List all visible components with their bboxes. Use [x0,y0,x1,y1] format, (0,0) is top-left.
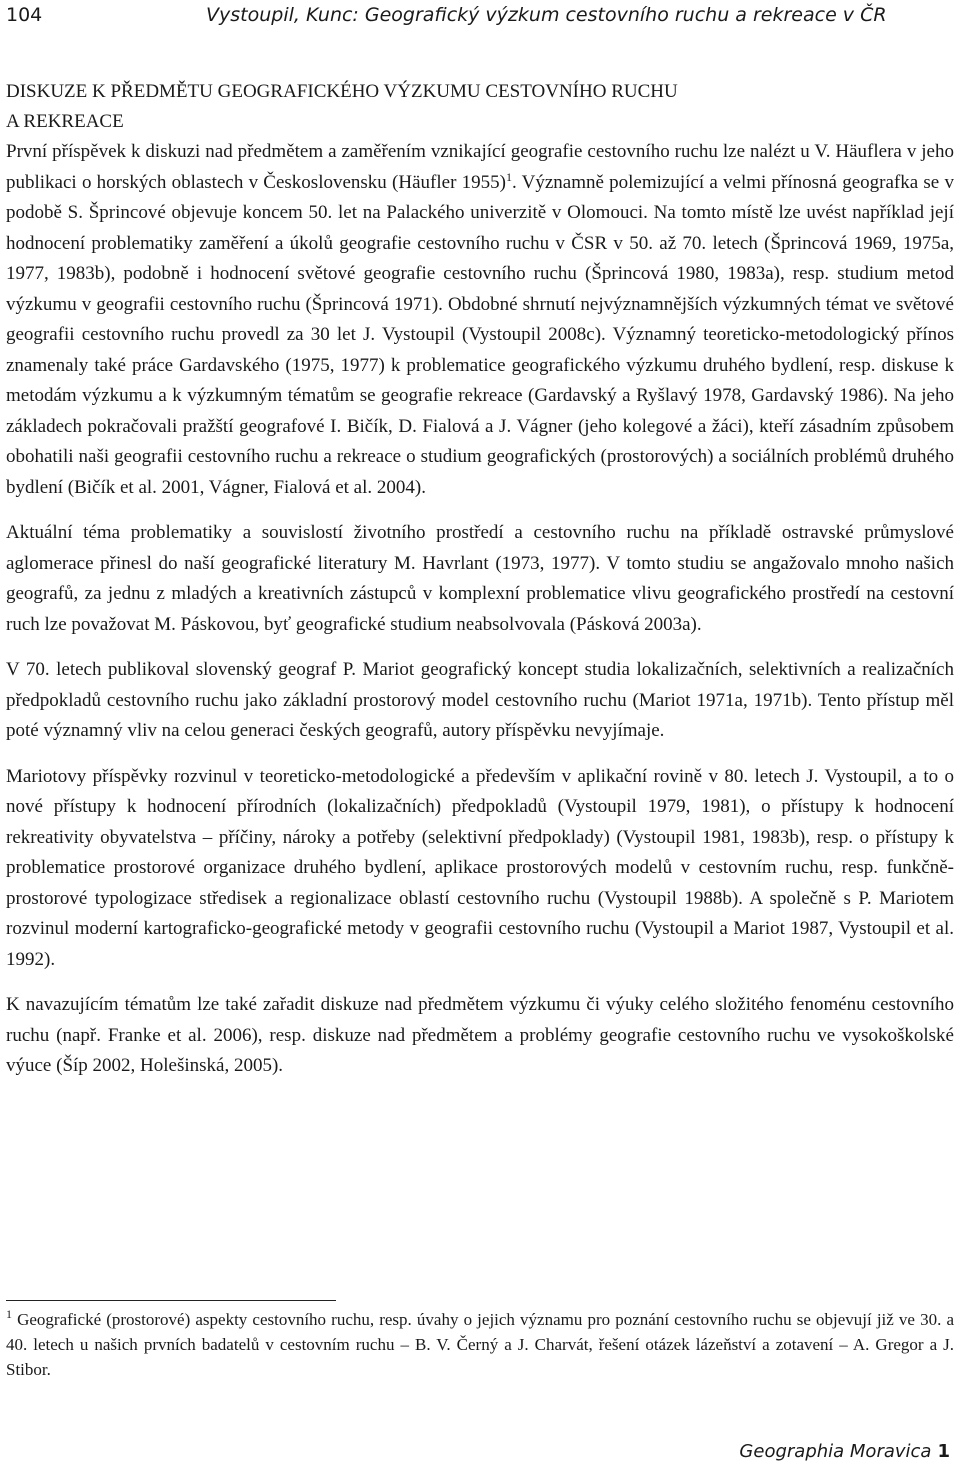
footnote-1 [6,1307,954,1382]
paragraph-5: K navazujícím tématům lze také zařadit diskuze nad předmětem výzkumu či výuky celého složitého fenoménu cestovního ruchu (např. Franke et al. 2006), resp. diskuze nad předmětem a problémy geografie cestovního ruchu ve vysokoškolské výuce (Šíp 2002, Holešinská, 2005). [6,994,954,1076]
footnote-marker: 1 [6,1307,12,1321]
section-heading [6,77,954,137]
paragraph-1-text-b: . Významně polemizující a velmi přínosná geografka se v podobě S. Šprincové objevuje koncem 50. let na Palackého univerzitě v Olomouci. Na tomto místě lze uvést například její hodnocení problematiky zaměření a úkolů geografie cestovního ruchu v ČSR v 50. až 70. letech (Šprincová 1969, 1975a, 1977, 1983b), podobně i hodnocení světové geografie cestovního ruchu (Šprincová 1980, 1983a), resp. studium metod výzkumu v geografii cestovního ruchu (Šprincová 1971). Obdobné shrnutí nejvýznamnějších výzkumných témat ve světové geografii cestovního ruchu provedl za 30 let J. Vystoupil (Vystoupil 2008c). Významný teoreticko-metodologický přínos znamenaly také práce Gardavského (1975, 1977) k problematice geografického výzkumu druhého bydlení, resp. diskuse k metodám výzkumu a k výzkumným tématům se geografie rekreace (Gardavský a Ryšlavý 1978, Gardavský 1986). Na jeho základech pokračovali pražští geografové I. Bičík, D. Fialová a J. Vágner (jeho kolegové a žáci), kteří zásadním způsobem obohatili naši geografii cestovního ruchu a rekreace o studium geografických (prostorových) a sociálních problémů druhého bydlení (Bičík et al. 2001, Vágner, Fialová et al. 2004). [6,171,954,498]
page-number: 104 [6,4,43,26]
journal-name: Geographia Moravica [739,1441,932,1462]
paragraph-1-text-a: První příspěvek k diskuzi nad předmětem a zaměřením vznikající geografie cestovního ruchu lze nalézt u V. Häuflera v jeho publikaci o horských oblastech v Československu (Häufler 1955) [6,141,954,193]
footnotes [6,1300,954,1382]
running-title: Vystoupil, Kunc: Geografický výzkum cestovního ruchu a rekreace v ČR [206,4,887,26]
paragraph-3: V 70. letech publikoval slovenský geograf P. Mariot geografický koncept studia lokalizačních, selektivních a realizačních předpokladů cestovního ruchu jako základní prostorový model cestovního ruchu (Mariot 1971a, 1971b). Tento přístup měl poté významný vliv na celou generaci českých geografů, autory příspěvku nevyjímaje. [6,659,954,741]
paragraph-4: Mariotovy příspěvky rozvinul v teoreticko-metodologické a především v aplikační rovině v 80. letech J. Vystoupil, a to o nové přístupy k hodnocení přírodních (lokalizačních) předpokladů (Vystoupil 1979, 1981), o přístupy k hodnocení rekreativity obyvatelstva – příčiny, nároky a potřeby (selektivní předpoklady) (Vystoupil 1981, 1983b), resp. o přístupy k problematice prostorové organizace druhého bydlení, aplikace prostorových modelů v cestovním ruchu, resp. funkčně-prostorové typologizace středisek a regionalizace oblastí cestovního ruchu (Vystoupil 1988b). A společně s P. Mariotem rozvinul moderní kartograficko-geografické metody v geografii cestovního ruchu (Vystoupil a Mariot 1987, Vystoupil et al. 1992). [6,765,954,970]
paragraph-1 [6,137,954,503]
footnote-divider [6,1300,336,1301]
section-heading-line-1: DISKUZE K PŘEDMĚTU GEOGRAFICKÉHO VÝZKUMU CESTOVNÍHO RUCHU [6,81,678,102]
footnote-text: Geografické (prostorové) aspekty cestovního ruchu, resp. úvahy o jejich významu pro poznání cestovního ruchu se objevují již ve 30. a 40. letech u našich prvních badatelů v cestovním ruchu – B. V. Černý a J. Charvát, řešení otázek lázeňství a zotavení – A. Gregor a J. Stibor. [6,1310,954,1379]
paragraph-2: Aktuální téma problematiky a souvislostí životního prostředí a cestovního ruchu na příkladě ostravské průmyslové aglomerace přinesl do naší geografické literatury M. Havrlant (1973, 1977). V tomto studiu se angažovalo mnoho našich geografů, za jednu z mladých a kreativních zástupců v komplexní problematice vlivu geografického prostředí na cestovní ruch lze považovat M. Páskovou, byť geografické studium neabsolvovala (Pásková 2003a). [6,522,954,635]
section-heading-line-2: A REKREACE [6,111,124,132]
footnote-reference[interactable]: 1 [505,169,512,184]
journal-issue: 1 [937,1441,950,1462]
main-content [6,77,954,1082]
page-header [6,2,950,28]
page-footer [739,1440,950,1464]
